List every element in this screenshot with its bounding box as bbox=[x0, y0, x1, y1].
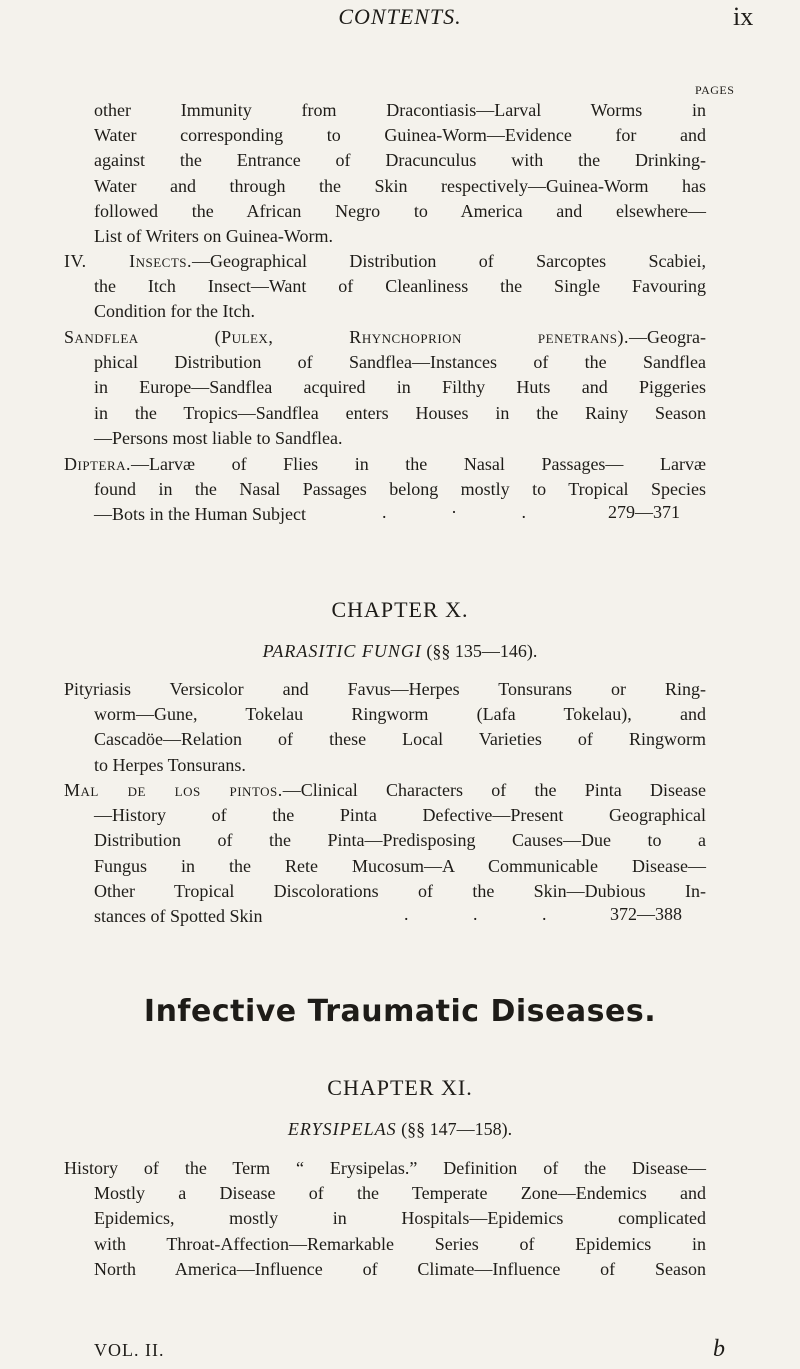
text-line: other Immunity from Dracontiasis—Larval Worms in bbox=[94, 100, 706, 120]
text-line: —Geogra- bbox=[629, 327, 706, 347]
text-line: against the Entrance of Dracunculus with the Drinking- bbox=[94, 150, 706, 171]
text-line: in the Tropics—Sandflea enters Houses in the Rainy Season bbox=[94, 402, 706, 423]
entry-heading: Diptera. bbox=[64, 454, 131, 474]
text-line: Other Tropical Discolorations of the Skin—Dubious In- bbox=[94, 880, 706, 901]
chapter-title: CHAPTER X. bbox=[331, 597, 469, 622]
text-line: found in the Nasal Passages belong mostly to Tropical Species bbox=[94, 479, 706, 500]
entry-heading: Sandflea (Pulex, Rhynchoprion penetrans). bbox=[64, 327, 630, 347]
ringworm-entry bbox=[64, 677, 706, 778]
leader-dots: . . . bbox=[404, 904, 577, 924]
text-line: History of the Term “ Erysipelas.” Definition of the Disease— bbox=[64, 1158, 706, 1178]
text-line: Mostly a Disease of the Temperate Zone—Endemics and bbox=[94, 1183, 706, 1204]
text-line: Distribution of the Pinta—Predisposing Causes—Due to a bbox=[94, 830, 706, 851]
text-line: worm—Gune, Tokelau Ringworm (Lafa Tokelau), and bbox=[94, 704, 706, 725]
text-line: stances of Spotted Skin bbox=[94, 906, 263, 927]
text-line: Water corresponding to Guinea-Worm—Evidence for and bbox=[94, 125, 706, 146]
chapter-subtitle bbox=[150, 641, 650, 662]
text-line: Water and through the Skin respectively—Guinea-Worm has bbox=[94, 175, 706, 196]
page-number: ix bbox=[733, 2, 754, 31]
guinea-worm-entry bbox=[94, 98, 706, 249]
text-line: the Itch Insect—Want of Cleanliness the Single Favouring bbox=[94, 276, 706, 297]
text-line: North America—Influence of Climate—Influence of Season bbox=[94, 1258, 706, 1279]
chapter-subject: PARASITIC FUNGI bbox=[262, 641, 422, 661]
chapter-subject: ERYSIPELAS bbox=[287, 1119, 397, 1139]
sandflea-entry bbox=[64, 325, 706, 451]
signature-mark: b bbox=[713, 1336, 725, 1362]
text-line: —Larvæ of Flies in the Nasal Passages— Larvæ bbox=[131, 454, 706, 474]
page-range: 372—388 bbox=[610, 904, 682, 924]
chapter-subtitle bbox=[150, 1119, 650, 1140]
text-line: in Europe—Sandflea acquired in Filthy Huts and Piggeries bbox=[94, 377, 706, 398]
text-line: phical Distribution of Sandflea—Instances of the Sandflea bbox=[94, 352, 706, 373]
chapter-sections: (§§ 147—158). bbox=[401, 1119, 513, 1139]
insects-entry bbox=[64, 249, 706, 325]
text-line: Epidemics, mostly in Hospitals—Epidemics complicated bbox=[94, 1208, 706, 1229]
section-numeral: IV. bbox=[64, 251, 87, 271]
running-head: CONTENTS. bbox=[338, 4, 462, 29]
text-line: —History of the Pinta Defective—Present Geographical bbox=[94, 805, 706, 826]
text-line: —Clinical Characters of the Pinta Disease bbox=[282, 780, 706, 800]
text-line: with Throat-Affection—Remarkable Series of Epidemics in bbox=[94, 1233, 706, 1254]
text-line: followed the African Negro to America and elsewhere— bbox=[94, 200, 706, 221]
text-line: Pityriasis Versicolor and Favus—Herpes Tonsurans or Ring- bbox=[64, 679, 706, 699]
text-line: —Bots in the Human Subject bbox=[94, 504, 306, 525]
text-line: to Herpes Tonsurans. bbox=[94, 754, 246, 775]
page-range: 279—371 bbox=[608, 502, 680, 522]
leader-dots: . · . bbox=[382, 502, 556, 522]
text-line: Condition for the Itch. bbox=[94, 301, 255, 322]
entry-heading: Insects. bbox=[129, 251, 192, 271]
text-line: —Persons most liable to Sandflea. bbox=[94, 427, 343, 448]
text-line: Fungus in the Rete Mucosum—A Communicable Disease— bbox=[94, 855, 706, 876]
volume-label: VOL. II. bbox=[94, 1340, 165, 1360]
chapter-sections: (§§ 135—146). bbox=[426, 641, 538, 661]
pages-column-label: PAGES bbox=[695, 83, 735, 97]
text-line: —Geographical Distribution of Sarcoptes Scabiei, bbox=[192, 251, 706, 271]
section-heading: Infective Traumatic Diseases. bbox=[143, 994, 657, 1029]
chapter-title: CHAPTER XI. bbox=[327, 1075, 473, 1100]
erysipelas-entry bbox=[64, 1156, 706, 1282]
text-line: List of Writers on Guinea-Worm. bbox=[94, 226, 333, 247]
entry-heading: Mal de los pintos. bbox=[64, 780, 283, 800]
text-line: Cascadöe—Relation of these Local Varieties of Ringworm bbox=[94, 729, 706, 750]
